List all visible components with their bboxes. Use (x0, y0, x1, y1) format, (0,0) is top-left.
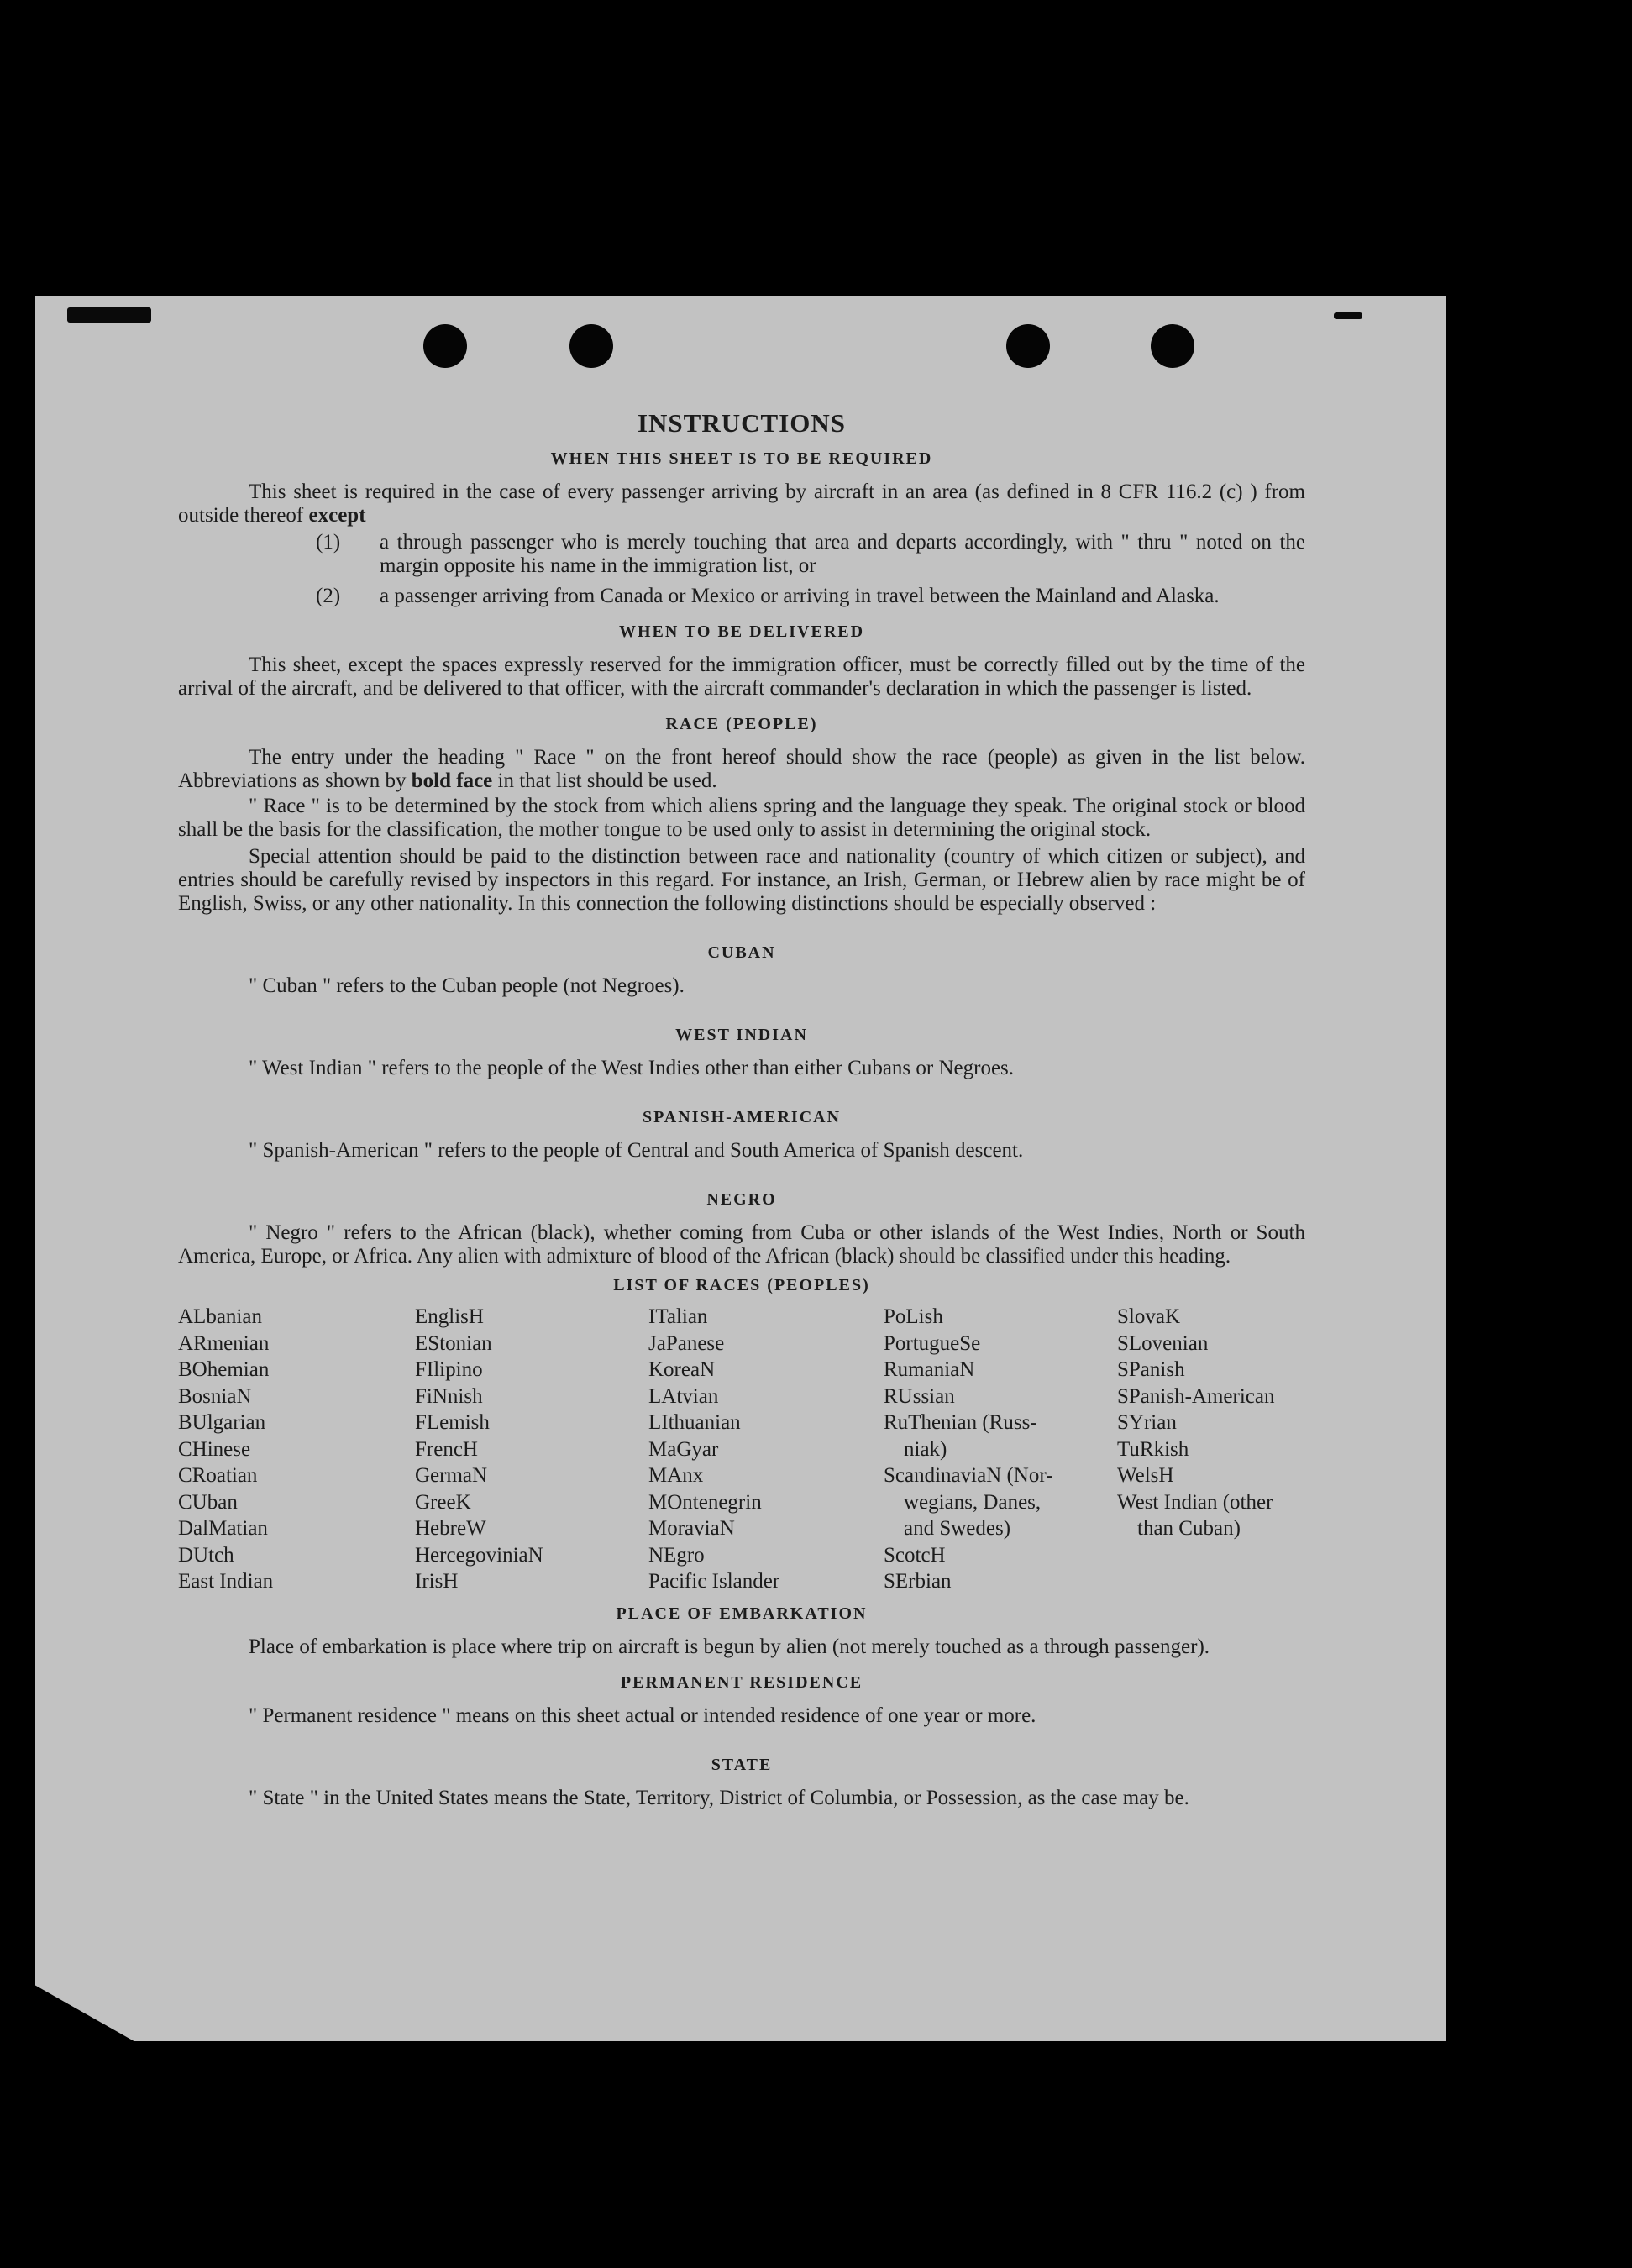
race-entry: LIthuanian (648, 1411, 741, 1434)
race-entry: PoLish (884, 1305, 943, 1328)
section-heading-negro: NEGRO (706, 1190, 777, 1209)
list-item: (2) a passenger arriving from Canada or Mexico or arriving in travel between the Mainland and Alaska. (316, 585, 1220, 607)
spanish-american-text: " Spanish-American " refers to the people of Central and South America of Spanish descent. (249, 1139, 1024, 1162)
race-paragraph-2: " Race " is to be determined by the stock from which aliens spring and the language they speak. The original stock or blood shall be the basis for the classification, the mother tongue to be used only to assist in determining the original stock. (178, 795, 1305, 841)
race-entry: SlovaK (1117, 1305, 1180, 1328)
race-entry: niak) (904, 1437, 947, 1461)
race-entry: GreeK (415, 1490, 471, 1514)
race-entry: JaPanese (648, 1331, 725, 1355)
race-paragraph-3: Special attention should be paid to the distinction between race and nationality (country of which citizen or subject), and entries should be carefully revised by inspectors in this regard. For instance, an Irish, German, or Hebrew alien by race might be of English, Swiss, or any other nationality. In this connection the following distinctions should be especially observed : (178, 845, 1305, 915)
section-heading-west-indian: WEST INDIAN (675, 1026, 808, 1044)
race-entry: BUlgarian (178, 1411, 266, 1434)
race-entry: and Swedes) (904, 1517, 1011, 1540)
punch-hole (569, 324, 613, 368)
race-entry: HebreW (415, 1517, 486, 1540)
race-entry: NEgro (648, 1543, 705, 1567)
race-entry: than Cuban) (1137, 1517, 1241, 1540)
race-entry: ARmenian (178, 1331, 270, 1355)
race-entry: FLemish (415, 1411, 490, 1434)
race-entry: ScandinaviaN (Nor- (884, 1464, 1053, 1487)
race-entry: CRoatian (178, 1464, 258, 1487)
section-heading-state: STATE (711, 1755, 773, 1774)
race-entry: MoraviaN (648, 1517, 735, 1540)
delivered-text: This sheet, except the spaces expressly reserved for the immigration officer, must be correctly filled out by the time of the arrival of the aircraft, and be delivered to that officer, with the aircraft commander's declaration in which the passenger is listed. (178, 654, 1305, 700)
paper-tear-mark (67, 307, 151, 323)
race-entry: East Indian (178, 1570, 274, 1593)
race-entry: DalMatian (178, 1517, 268, 1540)
races-column (1117, 1304, 1302, 1595)
section-heading-embarkation: PLACE OF EMBARKATION (616, 1604, 868, 1623)
race-entry: Pacific Islander (648, 1570, 780, 1593)
race-entry: ScotcH (884, 1543, 946, 1567)
race-entry: MAnx (648, 1464, 704, 1487)
races-column (884, 1304, 1117, 1595)
race-entry: RuThenian (Russ- (884, 1411, 1037, 1434)
cuban-text: " Cuban " refers to the Cuban people (not Negroes). (249, 974, 685, 997)
section-heading-list-of-races: LIST OF RACES (PEOPLES) (613, 1276, 870, 1294)
race-entry: MaGyar (648, 1437, 719, 1461)
race-entry: ITalian (648, 1305, 708, 1328)
embarkation-text: Place of embarkation is place where trip on aircraft is begun by alien (not merely touched as a through passenger). (249, 1635, 1210, 1658)
races-column (178, 1304, 415, 1595)
state-text: " State " in the United States means the State, Territory, District of Columbia, or Possession, as the case may be. (249, 1786, 1189, 1809)
race-entry: FrencH (415, 1437, 478, 1461)
race-entry: PortugueSe (884, 1331, 981, 1355)
race-entry: WelsH (1117, 1464, 1174, 1487)
races-column (415, 1304, 648, 1595)
race-entry: CHinese (178, 1437, 251, 1461)
section-heading-residence: PERMANENT RESIDENCE (620, 1672, 863, 1692)
races-list (178, 1304, 1305, 1595)
race-entry: RUssian (884, 1384, 955, 1408)
race-entry: GermaN (415, 1464, 488, 1487)
race-entry: SPanish (1117, 1358, 1185, 1381)
race-entry: wegians, Danes, (904, 1490, 1042, 1514)
race-entry: EStonian (415, 1331, 492, 1355)
punch-hole (1006, 324, 1050, 368)
section-heading-cuban: CUBAN (707, 943, 776, 962)
residence-text: " Permanent residence " means on this sheet actual or intended residence of one year or more. (249, 1704, 1036, 1727)
race-entry: BosniaN (178, 1384, 252, 1408)
page-title: INSTRUCTIONS (637, 408, 846, 438)
punch-hole (1151, 324, 1194, 368)
race-entry: TuRkish (1117, 1437, 1189, 1461)
race-entry: SErbian (884, 1570, 952, 1593)
race-entry: SYrian (1117, 1411, 1177, 1434)
races-column (648, 1304, 884, 1595)
race-entry: HercegoviniaN (415, 1543, 543, 1567)
paper-tear-mark (1334, 312, 1362, 319)
race-entry: ALbanian (178, 1305, 262, 1328)
section-heading-delivered: WHEN TO BE DELIVERED (618, 622, 865, 641)
race-entry: SLovenian (1117, 1331, 1209, 1355)
race-entry: CUban (178, 1490, 238, 1514)
section-heading-race: RACE (PEOPLE) (665, 715, 818, 733)
race-paragraph-1: The entry under the heading " Race " on the front hereof should show the race (people) as given in the list below. Abbreviations as shown by bold face in that list should be used. (178, 746, 1305, 792)
race-entry: LAtvian (648, 1384, 719, 1408)
west-indian-text: " West Indian " refers to the people of the West Indies other than either Cubans or Negroes. (249, 1057, 1015, 1079)
race-entry: DUtch (178, 1543, 234, 1567)
section-heading-required: WHEN THIS SHEET IS TO BE REQUIRED (550, 449, 933, 468)
negro-text: " Negro " refers to the African (black), whether coming from Cuba or other islands of the West Indies, North or South America, Europe, or Africa. Any alien with admixture of blood of the African (black) should be classified under this heading. (178, 1221, 1305, 1268)
race-entry: FIlipino (415, 1358, 483, 1381)
instructions-content (178, 408, 1305, 1810)
punch-hole (423, 324, 467, 368)
race-entry: MOntenegrin (648, 1490, 762, 1514)
race-entry: RumaniaN (884, 1358, 975, 1381)
race-entry: BOhemian (178, 1358, 270, 1381)
race-entry: FiNnish (415, 1384, 483, 1408)
race-entry: SPanish-American (1117, 1384, 1275, 1408)
race-entry: IrisH (415, 1570, 459, 1593)
race-entry: West Indian (other (1117, 1490, 1273, 1514)
section-heading-spanish-american: SPANISH-AMERICAN (642, 1108, 842, 1126)
race-entry: KoreaN (648, 1358, 716, 1381)
required-intro: This sheet is required in the case of every passenger arriving by aircraft in an area (as defined in 8 CFR 116.2 (c) ) from outside thereof except (178, 480, 1305, 527)
race-entry: EnglisH (415, 1305, 484, 1328)
list-item: (1) a through passenger who is merely touching that area and departs accordingly, with " thru " noted on the margin opposite his name in the immigration list, or (316, 531, 1305, 577)
